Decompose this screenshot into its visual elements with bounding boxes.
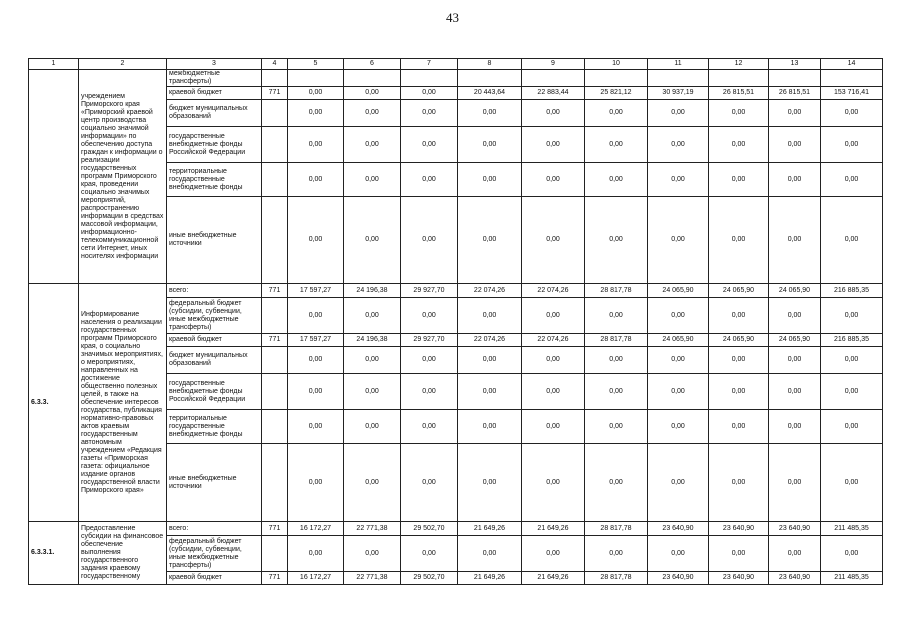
amount-cell: 24 065,90 [769,284,821,298]
amount-cell: 0,00 [344,444,401,522]
budget-table [28,58,883,585]
amount-cell: 0,00 [769,444,821,522]
budget-code [262,163,288,197]
amount-cell: 0,00 [458,347,522,374]
budget-code [262,197,288,284]
amount-cell: 0,00 [288,127,344,163]
amount-cell [821,70,883,87]
amount-cell: 24 196,38 [344,334,401,347]
amount-cell: 0,00 [821,410,883,444]
amount-cell: 0,00 [522,444,585,522]
amount-cell: 0,00 [401,536,458,572]
funding-source: краевой бюджет [167,334,262,347]
amount-cell: 0,00 [288,347,344,374]
header-cell: 10 [585,59,648,70]
amount-cell: 0,00 [821,100,883,127]
amount-cell [522,70,585,87]
amount-cell: 0,00 [709,347,769,374]
amount-cell: 0,00 [458,163,522,197]
amount-cell: 0,00 [344,410,401,444]
amount-cell: 17 597,27 [288,284,344,298]
amount-cell: 211 485,35 [821,572,883,585]
amount-cell: 0,00 [401,410,458,444]
amount-cell: 0,00 [344,100,401,127]
header-row [29,59,883,70]
budget-code [262,70,288,87]
amount-cell: 30 937,19 [648,87,709,100]
funding-source: бюджет муниципальных образований [167,100,262,127]
amount-cell: 20 443,64 [458,87,522,100]
budget-code [262,127,288,163]
amount-cell: 0,00 [769,410,821,444]
amount-cell: 0,00 [821,298,883,334]
header-cell: 7 [401,59,458,70]
amount-cell: 0,00 [522,536,585,572]
amount-cell: 24 065,90 [709,284,769,298]
amount-cell: 0,00 [585,374,648,410]
amount-cell: 0,00 [458,100,522,127]
amount-cell: 0,00 [458,444,522,522]
funding-source: иные внебюджетные источники [167,197,262,284]
header-cell: 1 [29,59,79,70]
funding-source: бюджет муниципальных образований [167,347,262,374]
budget-code [262,444,288,522]
budget-code [262,298,288,334]
amount-cell: 0,00 [344,374,401,410]
amount-cell: 0,00 [522,127,585,163]
header-cell: 11 [648,59,709,70]
amount-cell: 0,00 [585,127,648,163]
amount-cell: 0,00 [522,298,585,334]
budget-code: 771 [262,87,288,100]
amount-cell: 23 640,90 [709,572,769,585]
amount-cell: 26 815,51 [709,87,769,100]
amount-cell [648,70,709,87]
item-code [29,70,79,284]
amount-cell: 0,00 [344,298,401,334]
item-code: 6.3.3. [29,284,79,522]
amount-cell: 0,00 [709,298,769,334]
funding-source: иные внебюджетные источники [167,444,262,522]
amount-cell: 24 065,90 [769,334,821,347]
amount-cell: 22 883,44 [522,87,585,100]
amount-cell: 24 065,90 [709,334,769,347]
funding-source: федеральный бюджет (субсидии, субвенции, иные межбюджетные трансферты) [167,536,262,572]
amount-cell: 22 074,26 [458,334,522,347]
amount-cell: 0,00 [648,163,709,197]
amount-cell: 29 927,70 [401,284,458,298]
amount-cell: 0,00 [769,298,821,334]
amount-cell: 0,00 [648,298,709,334]
amount-cell: 0,00 [585,100,648,127]
budget-code [262,536,288,572]
amount-cell: 0,00 [288,374,344,410]
amount-cell: 0,00 [522,374,585,410]
amount-cell: 0,00 [585,163,648,197]
amount-cell: 22 771,38 [344,572,401,585]
amount-cell: 0,00 [288,410,344,444]
amount-cell [344,70,401,87]
amount-cell: 29 502,70 [401,522,458,536]
header-cell: 6 [344,59,401,70]
amount-cell [288,70,344,87]
amount-cell: 0,00 [821,163,883,197]
funding-source: краевой бюджет [167,87,262,100]
amount-cell: 0,00 [585,536,648,572]
amount-cell: 216 885,35 [821,284,883,298]
amount-cell: 21 649,26 [522,572,585,585]
amount-cell: 0,00 [401,298,458,334]
amount-cell: 0,00 [458,298,522,334]
amount-cell: 216 885,35 [821,334,883,347]
amount-cell: 0,00 [709,163,769,197]
amount-cell [769,70,821,87]
amount-cell: 0,00 [401,374,458,410]
amount-cell: 24 065,90 [648,284,709,298]
amount-cell: 0,00 [709,100,769,127]
amount-cell: 0,00 [769,197,821,284]
amount-cell: 0,00 [709,536,769,572]
amount-cell: 0,00 [288,536,344,572]
amount-cell: 0,00 [585,298,648,334]
budget-code: 771 [262,522,288,536]
amount-cell: 0,00 [401,163,458,197]
budget-code: 771 [262,284,288,298]
amount-cell: 0,00 [648,347,709,374]
amount-cell: 0,00 [821,347,883,374]
amount-cell [458,70,522,87]
amount-cell: 23 640,90 [769,572,821,585]
amount-cell: 25 821,12 [585,87,648,100]
amount-cell: 0,00 [401,444,458,522]
amount-cell: 0,00 [821,127,883,163]
amount-cell: 0,00 [648,374,709,410]
amount-cell: 0,00 [401,127,458,163]
funding-source: государственные внебюджетные фонды Российской Федерации [167,127,262,163]
item-name: Информирование населения о реализации государственных программ Приморского края, о социально значимых мероприятиях, о мероприятиях, направленных на достижение общественно полезных целей, в также на обеспечение интересов государства, публикация нормативно-правовых актов краевым государственным автономным учреждением «Редакция газеты «Приморская газета: официальное издание органов государственной власти Приморского края» [79,284,167,522]
amount-cell: 0,00 [288,87,344,100]
amount-cell: 0,00 [648,536,709,572]
amount-cell: 21 649,26 [458,572,522,585]
amount-cell: 22 074,26 [522,284,585,298]
amount-cell: 153 716,41 [821,87,883,100]
item-name: Предоставление субсидии на финансовое обеспечение выполнения государственного задания краевому государственному [79,522,167,585]
amount-cell: 21 649,26 [458,522,522,536]
funding-source: территориальные государственные внебюджетные фонды [167,410,262,444]
header-cell: 4 [262,59,288,70]
amount-cell: 0,00 [288,100,344,127]
amount-cell: 0,00 [458,536,522,572]
amount-cell: 0,00 [344,87,401,100]
amount-cell: 0,00 [821,536,883,572]
amount-cell: 0,00 [344,197,401,284]
header-cell: 8 [458,59,522,70]
amount-cell: 23 640,90 [709,522,769,536]
amount-cell: 28 817,78 [585,334,648,347]
amount-cell: 23 640,90 [769,522,821,536]
amount-cell: 0,00 [401,197,458,284]
amount-cell: 0,00 [769,163,821,197]
amount-cell: 0,00 [648,197,709,284]
header-cell: 9 [522,59,585,70]
amount-cell: 17 597,27 [288,334,344,347]
table-row [29,70,883,87]
amount-cell: 22 771,38 [344,522,401,536]
amount-cell: 0,00 [769,374,821,410]
funding-source: территориальные государственные внебюджетные фонды [167,163,262,197]
amount-cell: 0,00 [769,347,821,374]
amount-cell: 16 172,27 [288,522,344,536]
amount-cell: 0,00 [344,127,401,163]
header-cell: 5 [288,59,344,70]
item-name: учреждением Приморского края «Приморский краевой центр производства социально значимой информации» по обеспечению доступа граждан к информации о реализации государственных программ Приморского края, проведении социально значимых мероприятий, распространению информации в средствах массовой информации, информационно-телекоммуникационной сети Интернет, иных носителях информации [79,70,167,284]
amount-cell: 0,00 [709,197,769,284]
amount-cell: 0,00 [648,100,709,127]
header-cell: 14 [821,59,883,70]
amount-cell: 0,00 [401,100,458,127]
funding-source: краевой бюджет [167,572,262,585]
amount-cell [585,70,648,87]
amount-cell: 0,00 [585,197,648,284]
amount-cell: 0,00 [458,127,522,163]
amount-cell: 28 817,78 [585,522,648,536]
amount-cell: 24 065,90 [648,334,709,347]
amount-cell: 29 502,70 [401,572,458,585]
amount-cell: 0,00 [709,127,769,163]
amount-cell: 0,00 [821,197,883,284]
amount-cell: 24 196,38 [344,284,401,298]
amount-cell: 0,00 [648,444,709,522]
budget-code: 771 [262,334,288,347]
funding-source: государственные внебюджетные фонды Российской Федерации [167,374,262,410]
amount-cell [709,70,769,87]
amount-cell: 0,00 [522,163,585,197]
budget-code: 771 [262,572,288,585]
amount-cell: 22 074,26 [458,284,522,298]
amount-cell: 29 927,70 [401,334,458,347]
amount-cell: 0,00 [344,536,401,572]
amount-cell: 0,00 [401,347,458,374]
header-cell: 3 [167,59,262,70]
budget-code [262,410,288,444]
amount-cell: 16 172,27 [288,572,344,585]
amount-cell: 0,00 [709,374,769,410]
amount-cell: 0,00 [522,197,585,284]
funding-source: межбюджетные трансферты) [167,70,262,87]
amount-cell: 23 640,90 [648,522,709,536]
amount-cell: 0,00 [344,163,401,197]
amount-cell: 21 649,26 [522,522,585,536]
amount-cell: 0,00 [648,127,709,163]
amount-cell: 0,00 [585,347,648,374]
amount-cell: 0,00 [288,163,344,197]
amount-cell: 0,00 [821,444,883,522]
amount-cell: 211 485,35 [821,522,883,536]
header-cell: 12 [709,59,769,70]
funding-source: всего: [167,522,262,536]
table-body [29,70,883,585]
amount-cell: 22 074,26 [522,334,585,347]
amount-cell: 0,00 [522,347,585,374]
amount-cell: 0,00 [709,444,769,522]
amount-cell: 0,00 [288,197,344,284]
amount-cell: 0,00 [458,197,522,284]
amount-cell: 0,00 [585,410,648,444]
amount-cell: 26 815,51 [769,87,821,100]
amount-cell: 0,00 [288,298,344,334]
budget-code [262,374,288,410]
amount-cell: 28 817,78 [585,284,648,298]
budget-code [262,347,288,374]
amount-cell: 0,00 [522,410,585,444]
amount-cell: 0,00 [288,444,344,522]
amount-cell: 23 640,90 [648,572,709,585]
amount-cell: 28 817,78 [585,572,648,585]
amount-cell: 0,00 [401,87,458,100]
amount-cell: 0,00 [769,127,821,163]
budget-code [262,100,288,127]
amount-cell: 0,00 [344,347,401,374]
item-code: 6.3.3.1. [29,522,79,585]
amount-cell: 0,00 [709,410,769,444]
amount-cell [401,70,458,87]
table-row [29,284,883,298]
funding-source: всего: [167,284,262,298]
header-cell: 13 [769,59,821,70]
amount-cell: 0,00 [458,374,522,410]
amount-cell: 0,00 [458,410,522,444]
amount-cell: 0,00 [769,536,821,572]
amount-cell: 0,00 [821,374,883,410]
funding-source: федеральный бюджет (субсидии, субвенции, иные межбюджетные трансферты) [167,298,262,334]
amount-cell: 0,00 [769,100,821,127]
amount-cell: 0,00 [522,100,585,127]
amount-cell: 0,00 [648,410,709,444]
page-number: 43 [446,10,459,25]
table-row [29,522,883,536]
amount-cell: 0,00 [585,444,648,522]
header-cell: 2 [79,59,167,70]
